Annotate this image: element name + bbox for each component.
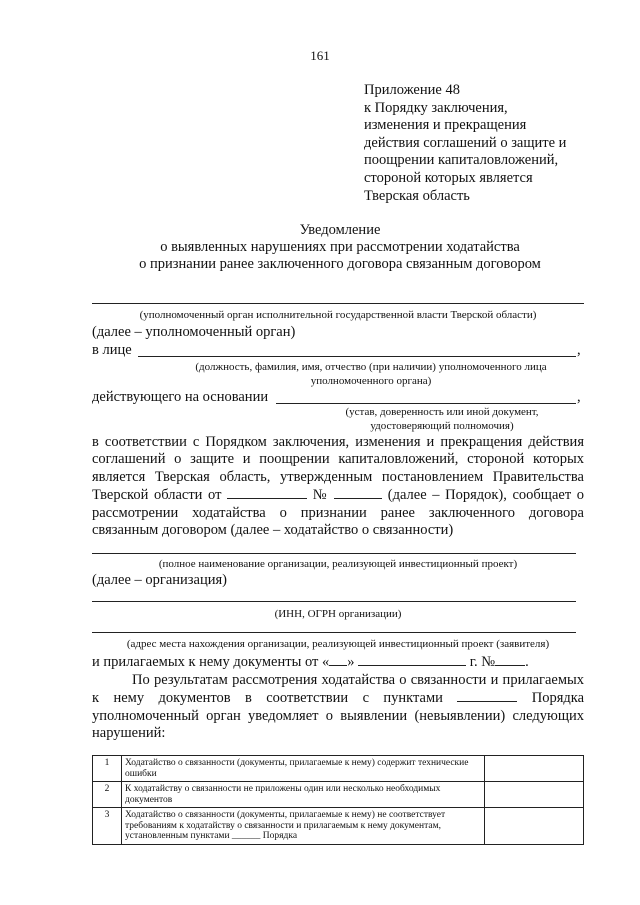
violations-table — [92, 755, 584, 845]
order-number-field[interactable] — [334, 486, 382, 499]
violation-number: 3 — [93, 808, 122, 845]
organization-hint: (полное наименование организации, реализующей инвестиционный проект) — [158, 558, 518, 570]
basis-comma: , — [577, 389, 581, 405]
basis-field-line[interactable] — [276, 403, 576, 404]
violation-mark-cell[interactable] — [485, 808, 584, 845]
table-row — [93, 808, 584, 845]
appendix-line: изменения и прекращения — [364, 117, 527, 134]
person-hint-2: уполномоченного органа) — [310, 375, 432, 387]
order-date-field[interactable] — [227, 486, 307, 499]
title-line: о выявленных нарушениях при рассмотрении ходатайства — [160, 239, 520, 255]
inn-ogrn-hint: (ИНН, ОГРН организации) — [274, 608, 402, 620]
documents-text-b: » — [347, 654, 355, 670]
clauses-field[interactable] — [457, 689, 517, 702]
person-field-line[interactable] — [138, 356, 576, 357]
violation-mark-cell[interactable] — [485, 782, 584, 808]
documents-line — [92, 653, 529, 671]
appendix-block — [364, 82, 566, 205]
order-paragraph — [92, 434, 584, 539]
basis-hint-1: (устав, доверенность или иной документ, — [345, 406, 539, 418]
page-number: 161 — [310, 48, 330, 63]
violation-text: Ходатайство о связанности (документы, прилагаемые к нему) не соответствует требованиям к ходатайству о связанности и прилагаемым к нему документам, установленным пунктами ______ Порядка — [122, 808, 485, 845]
authority-field-line[interactable] — [92, 303, 584, 304]
person-label: в лице — [92, 342, 132, 358]
documents-month-field[interactable] — [358, 653, 466, 666]
results-paragraph — [92, 672, 584, 743]
violation-mark-cell[interactable] — [485, 756, 584, 782]
appendix-line: поощрении капиталовложений, — [364, 152, 559, 169]
results-text-b: Порядка уполномоченный орган уведомляет о выявлении (невыявлении) следующих нарушений: — [92, 690, 585, 742]
violation-number: 1 — [93, 756, 122, 782]
table-row — [93, 756, 584, 782]
appendix-line: Тверская область — [364, 187, 470, 204]
appendix-line: Приложение 48 — [364, 82, 460, 98]
basis-label: действующего на основании — [92, 389, 269, 405]
appendix-line: действия соглашений о защите и — [364, 134, 567, 151]
documents-number-field[interactable] — [495, 653, 525, 666]
documents-text-c: г. № — [469, 654, 496, 670]
violation-text: К ходатайству о связанности не приложены один или несколько необходимых документов — [122, 782, 485, 808]
organization-after-text: (далее – организация) — [92, 572, 227, 588]
person-hint-1: (должность, фамилия, имя, отчество (при наличии) уполномоченного лица — [195, 361, 547, 373]
basis-hint-2: удостоверяющий полномочия) — [370, 420, 514, 432]
authority-after-text: (далее – уполномоченный орган) — [92, 324, 296, 340]
results-text-a: По результатам рассмотрения ходатайства о связанности и прилагаемых к нему документов в соответствии с пунктами — [92, 672, 584, 707]
organization-field-line[interactable] — [92, 553, 576, 554]
documents-day-field[interactable] — [329, 653, 347, 666]
order-paragraph-text-a: в соответствии с Порядком заключения, изменения и прекращения действия соглашений о защите и поощрении капиталовложений, стороной которых является Тверская область, утвержденным постановлением Правительства Тверской области от — [92, 434, 584, 504]
documents-text-a: и прилагаемых к нему документы от « — [92, 654, 330, 670]
table-row — [93, 782, 584, 808]
title-line: о признании ранее заключенного договора связанным договором — [139, 256, 541, 272]
violation-text: Ходатайство о связанности (документы, прилагаемые к нему) содержит технические ошибки — [122, 756, 485, 782]
inn-ogrn-field-line[interactable] — [92, 601, 576, 602]
appendix-line: к Порядку заключения, — [364, 99, 508, 116]
authority-hint: (уполномоченный орган исполнительной государственной власти Тверской области) — [139, 309, 537, 321]
documents-text-d: . — [525, 654, 529, 670]
violation-number: 2 — [93, 782, 122, 808]
person-comma: , — [577, 342, 581, 358]
document-title — [60, 222, 620, 273]
address-field-line[interactable] — [92, 632, 576, 633]
order-paragraph-text-b: (далее – Порядок), сообщает о рассмотрении ходатайства о признании ранее заключенного договора связанным договором (далее – ходатайство о связанности) — [92, 487, 585, 539]
appendix-line: стороной которых является — [364, 169, 533, 186]
address-hint: (адрес места нахождения организации, реализующей инвестиционный проект (заявителя) — [126, 638, 550, 650]
order-number-sign: № — [312, 487, 329, 504]
title-line: Уведомление — [299, 222, 381, 238]
